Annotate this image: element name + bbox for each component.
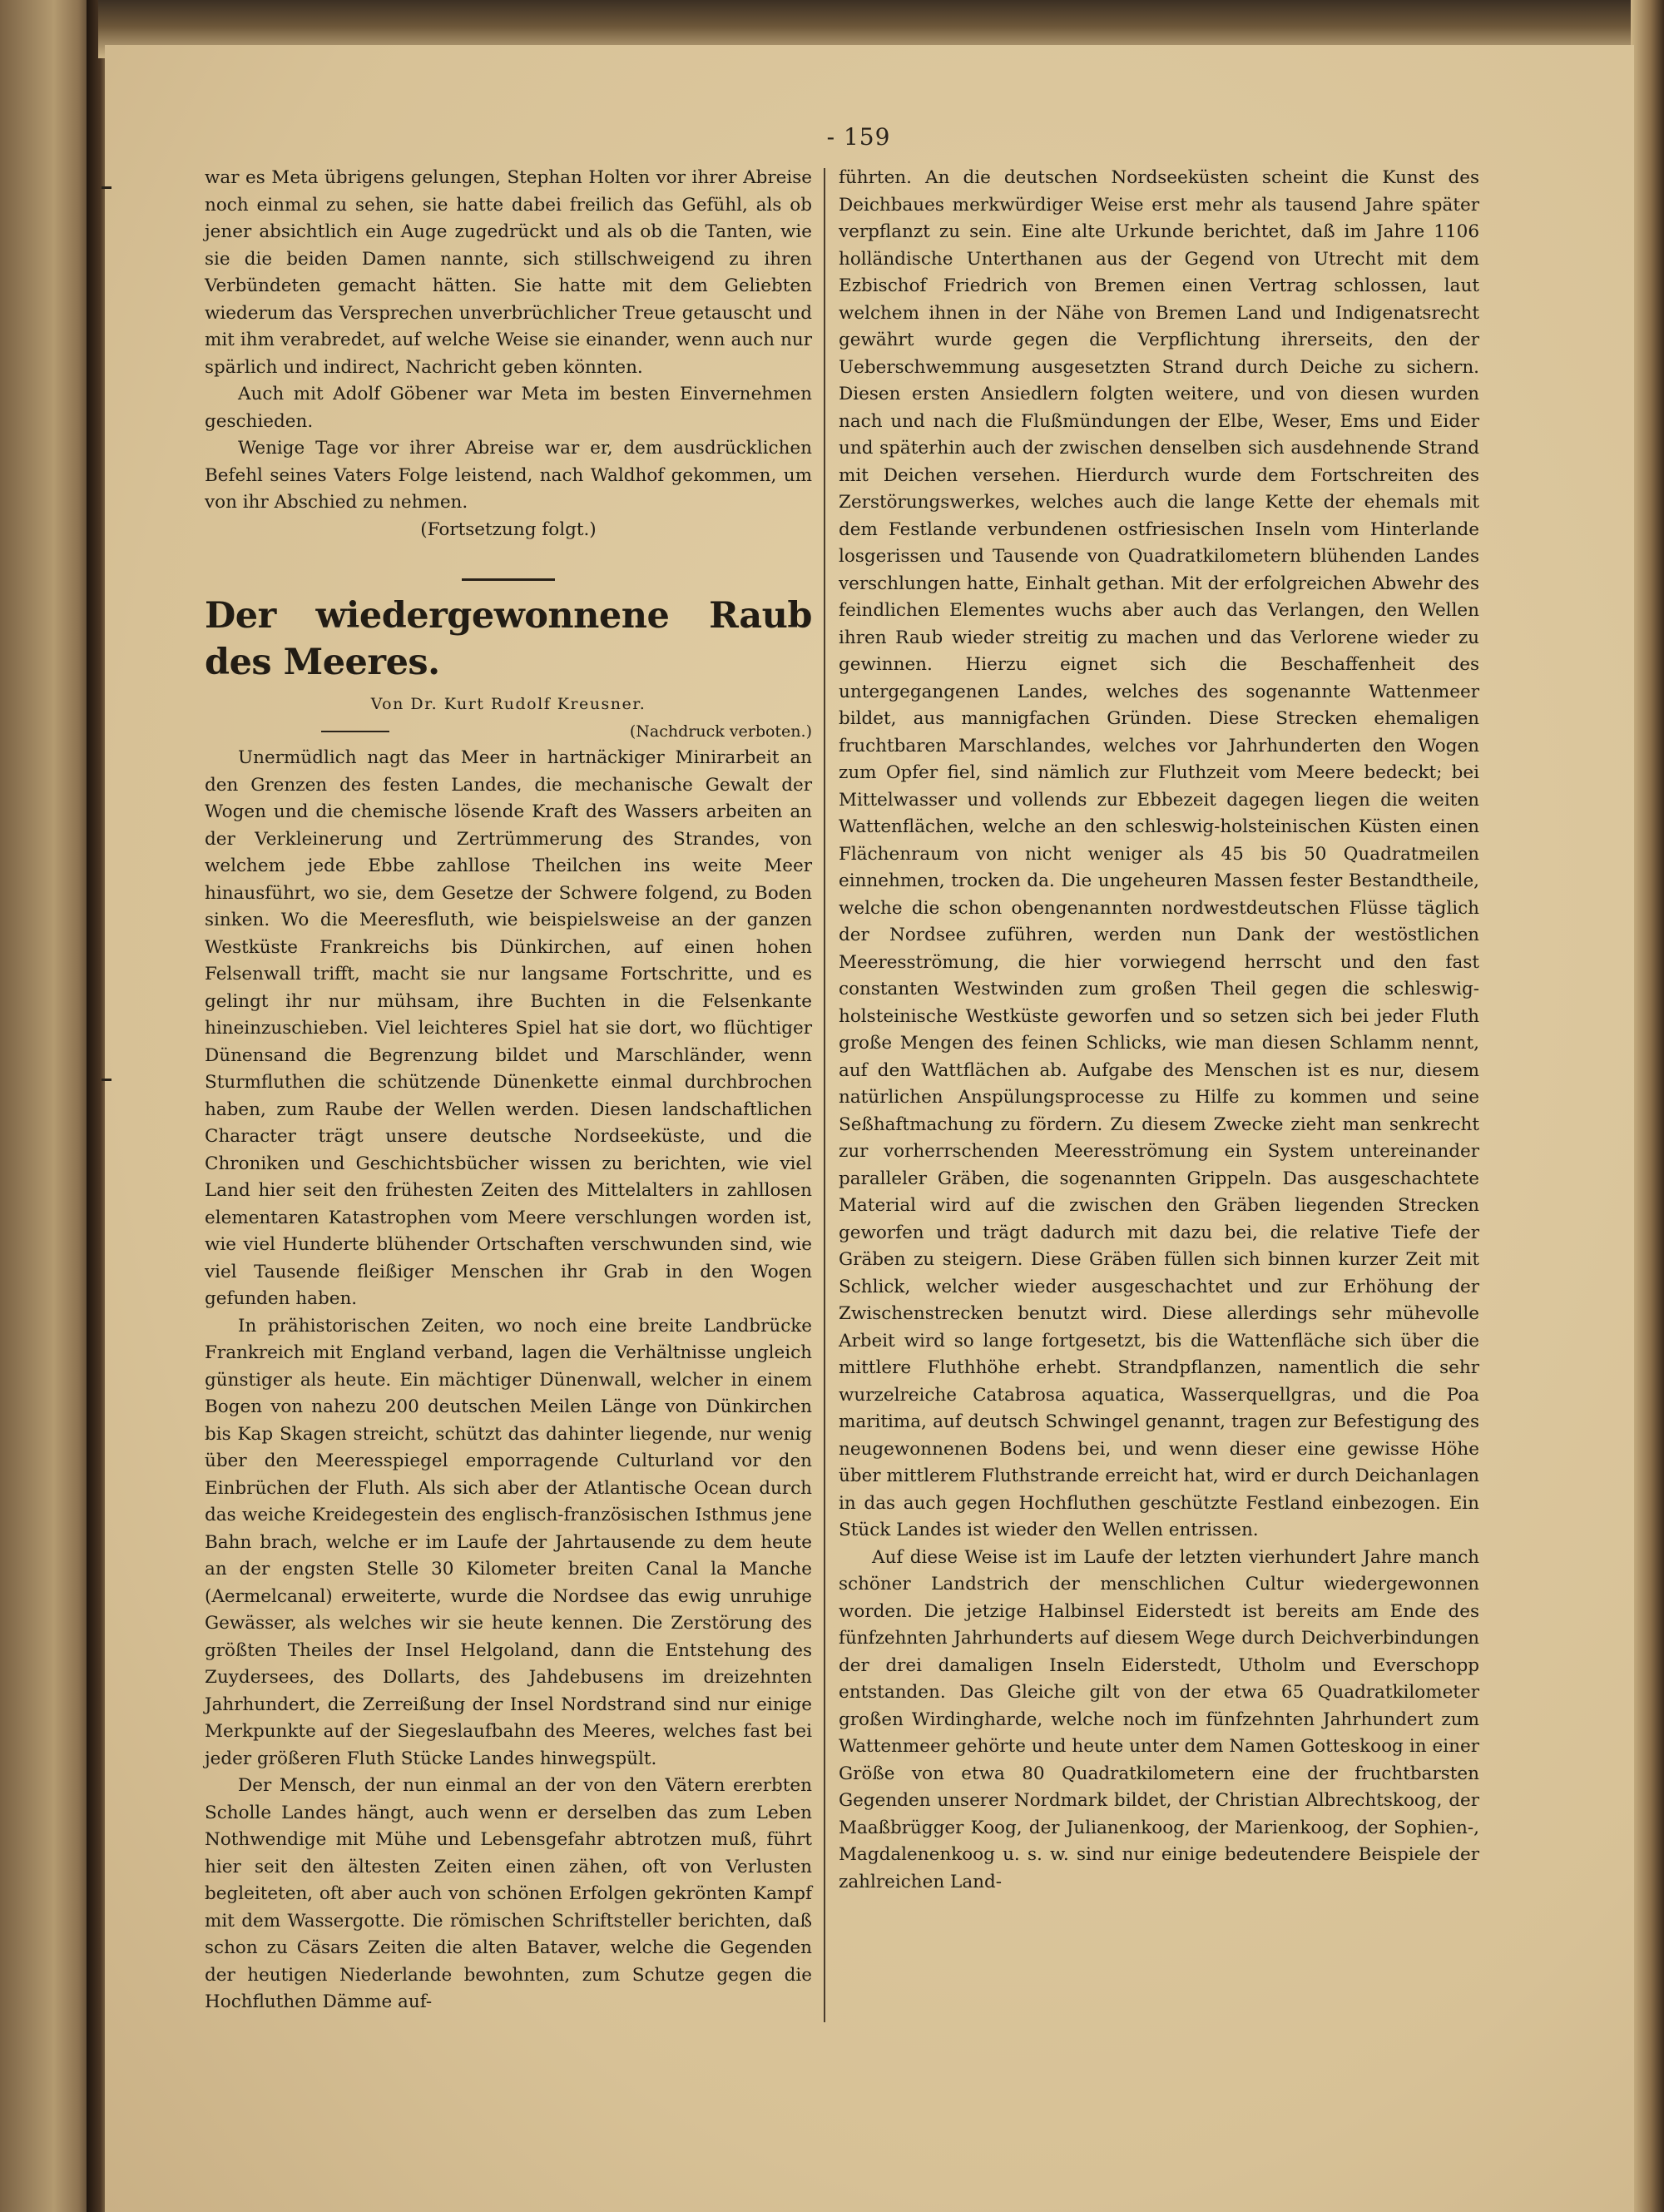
reprint-note: (Nachdruck verboten.) [629,722,812,741]
margin-mark [102,186,111,189]
right-page-edge [1631,0,1664,2212]
byline: Von Dr. Kurt Rudolf Kreusner. [370,695,646,713]
continued-note: (Fortsetzung folgt.) [420,518,597,540]
article-title: Der wiedergewonnene Raub des Meeres. [205,595,812,683]
paragraph: Wenige Tage vor ihrer Abreise war er, dem ausdrücklichen Befehl seines Vaters Folge leistend, nach Waldhof gekommen, um von ihr Abschied zu nehmen. [205,438,812,513]
margin-mark [102,1079,111,1081]
divider [462,578,555,581]
paragraph: Auch mit Adolf Göbener war Meta im besten Einvernehmen geschieden. [205,384,812,432]
short-divider [321,731,389,732]
paragraph: führten. An die deutschen Nordseeküsten scheint die Kunst des Deichbaues merkwürdiger Weise erst mehr als tausend Jahre später verpflanzt zu sein. Eine alte Urkunde berichtet, daß im Jahre 1106 holländische Unterthanen aus der Gegend von Utrecht mit dem Ezbischof Friedrich von Bremen einen Vertrag schlossen, laut welchem ihnen in der Nähe von Bremen Land und Indigenatsrecht gewährt wurde gegen die Verpflichtung ihrerseits, den der Ueberschwemmung ausgesetzten Strand durch Deiche zu sichern. Diesen ersten Ansiedlern folgten weitere, und von diesen wurden nach und nach die Flußmündungen der Elbe, Weser, Ems und Eider und späterhin auch der zwischen denselben sich ausdehnende Strand mit Deichen versehen. Hierdurch wurde dem Fortschreiten des Zerstörungswerkes, welches auch die lange Kette der ehemals mit dem Festlande verbundenen ostfriesischen Inseln vom Hinterlande losgerissen und Tausende von Quadratkilometern blühenden Landes verschlungen hatte, Einhalt gethan. Mit der erfolgreichen Abwehr des feindlichen Elementes wuchs aber auch das Verlangen, den Wellen ihren Raub wieder streitig zu machen und das Verlorene wieder zu gewinnen. Hierzu eignet sich die Beschaffenheit des untergegangenen Landes, welches des sogenannte Wattenmeer bildet, aus mannigfachen Gründen. Diese Strecken ehemaligen fruchtbaren Marschlandes, welches vor Jahrhunderten den Wogen zum Opfer fiel, sind nämlich zur Fluthzeit vom Meere bedeckt; bei Mittelwasser und vollends zur Ebbezeit dagegen liegen die weiten Wattenflächen, welche an den schleswig-holsteinischen Küsten einen Flächenraum von nicht weniger als 45 bis 50 Quadratmeilen einnehmen, trocken da. Die ungeheuren Massen fester Bestandtheile, welche die schon obengenannten nordwestdeutschen Flüsse täglich der Nordsee zuführen, werden nun Dank der westöstlichen Meeresströmung, die hier vorwiegend herrscht und den fast constanten Westwinden zum großen Theil gegen die schleswig-holsteinische Westküste geworfen und so setzen sich bei jeder Fluth große Mengen des feinen Schlicks, wie man diesen Schlamm nennt, auf den Wattflächen ab. Aufgabe des Menschen ist es nur, diesem natürlichen Anspülungsprocesse zu Hilfe zu kommen und seine Seßhaftmachung zu fördern. Zu diesem Zwecke zieht man senkrecht zur vorherrschenden Meeresströmung ein System untereinander paralleler Gräben, die sogenannten Grippeln. Das ausgeschachtete Material wird auf die zwischen den Gräben liegenden Strecken geworfen und trägt dadurch mit dazu bei, die relative Tiefe der Gräben zu steigern. Diese Gräben füllen sich binnen kurzer Zeit mit Schlick, welcher wieder ausgeschachtet und zur Erhöhung der Zwischenstrecken benutzt wird. Diese allerdings sehr mühevolle Arbeit wird so lange fortgesetzt, bis die Wattenfläche sich über die mittlere Fluthhöhe erhebt. Strandpflanzen, namentlich die sehr wurzelreiche Catabrosa aquatica, Wasserquellgras, und die Poa maritima, auf deutsch Schwingel genannt, tragen zur Befestigung des neugewonnenen Bodens bei, und wenn dieser eine gewisse Höhe über mittlerem Fluthstrande erreicht hat, wird er durch Deichanlagen in das auch gegen Hochfluthen geschützte Festland einbezogen. Ein Stück Landes ist wieder den Wellen entrissen. [839,167,1479,1540]
paragraph: Der Mensch, der nun einmal an der von den Vätern ererbten Scholle Landes hängt, auch wenn er derselben das zum Leben Nothwendige mit Mühe und Lebensgefahr abtrotzen muß, führt hier seit den ältesten Zeiten einen zähen, oft von Verlusten begleiteten, oft aber auch von schönen Erfolgen gekrönten Kampf mit dem Wassergotte. Die römischen Schriftsteller berichten, daß schon zu Cäsars Zeiten die alten Bataver, welche die Gegenden der heutigen Niederlande bewohnten, zum Schutze gegen die Hochfluthen Dämme auf- [205,1775,812,2012]
reprint-row [205,718,812,746]
right-column [839,165,1479,1896]
left-column [205,165,812,2016]
paragraph: war es Meta übrigens gelungen, Stephan Holten vor ihrer Abreise noch einmal zu sehen, sie hatte dabei freilich das Gefühl, als ob jener absichtlich ein Auge zugedrückt und als ob die Tanten, wie sie die beiden Damen nannte, sich stillschweigend zu ihren Verbündeten gemacht hätten. Sie hatte mit dem Geliebten wiederum das Versprechen unverbrüchlicher Treue getauscht und mit ihm verabredet, auf welche Weise sie einander, wenn auch nur spärlich und indirect, Nachricht geben könnten. [205,167,812,378]
left-page-edge [0,0,98,2212]
paragraph: Auf diese Weise ist im Laufe der letzten vierhundert Jahre manch schöner Landstrich der menschlichen Cultur wiedergewonnen worden. Die jetzige Halbinsel Eiderstedt ist bereits am Ende des fünfzehnten Jahrhunderts auf diesem Wege durch Deichverbindungen der drei damaligen Inseln Eiderstedt, Utholm und Everschopp entstanden. Das Gleiche gilt von der etwa 65 Quadratkilometer großen Wirdingharde, welche noch im fünfzehnten Jahrhundert zum Wattenmeer gehörte und heute unter dem Namen Gotteskoog in einer Größe von etwa 80 Quadratkilometern eine der fruchtbarsten Gegenden unserer Nordmark bildet, der Christian Albrechtskoog, der Maaßbrügger Koog, der Julianenkoog, der Marienkoog, der Sophien-, Magdalenenkoog u. s. w. sind nur einige bedeutendere Beispiele der zahlreichen Land- [839,1546,1479,1892]
page-number: - 159 [826,123,891,151]
paragraph: In prähistorischen Zeiten, wo noch eine breite Landbrücke Frankreich mit England verband, lagen die Verhältnisse ungleich günstiger als heute. Ein mächtiger Dünenwall, welcher in einem Bogen von nahezu 200 deutschen Meilen Länge von Dünkirchen bis Kap Skagen streicht, schützt das dahinter liegende, nur wenig über den Meeresspiegel emporragende Culturland vor den Einbrüchen der Fluth. Als sich aber der Atlantische Ocean durch das weiche Kreidegestein des englisch-französischen Isthmus jene Bahn brach, welche er im Laufe der Jahrtausende zu dem heute an der engsten Stelle 30 Kilometer breiten Canal la Manche (Aermelcanal) erweiterte, wurde die Nordsee das ewig unruhige Gewässer, als welches wir sie heute kennen. Die Zerstörung des größten Theiles der Insel Helgoland, dann die Entstehung des Zuydersees, des Dollarts, des Jahdebusens im dreizehnten Jahrhundert, die Zerreißung der Insel Nordstrand sind nur einige Merkpunkte auf der Siegeslaufbahn des Meeres, welches fast bei jeder größeren Fluth Stücke Landes hinwegspült. [205,1315,812,1769]
column-rule [824,168,825,2022]
paragraph: Unermüdlich nagt das Meer in hartnäckiger Minirarbeit an den Grenzen des festen Landes, die mechanische Gewalt der Wogen und die chemische lösende Kraft des Wassers arbeiten an der Verkleinerung und Zertrümmerung des Strandes, von welchem jede Ebbe zahllose Theilchen ins weite Meer hinausführt, wo sie, dem Gesetze der Schwere folgend, zu Boden sinken. Wo die Meeresfluth, wie beispielsweise an der ganzen Westküste Frankreichs bis Dünkirchen, auf einen hohen Felsenwall trifft, macht sie nur langsame Fortschritte, und es gelingt ihr nur mühsam, ihre Buchten in die Felsenkante hineinzuschieben. Viel leichteres Spiel hat sie dort, wo flüchtiger Dünensand die Begrenzung bildet und Marschländer, wenn Sturmfluthen die schützende Dünenkette einmal durchbrochen haben, zum Raube der Wellen werden. Diesen landschaftlichen Character trägt unsere deutsche Nordseeküste, und die Chroniken und Geschichtsbücher wissen zu berichten, wie viel Land hier seit den frühesten Zeiten des Mittelalters in zahllosen elementaren Katastrophen vom Meere verschlungen worden ist, wie viel Hunderte blühender Ortschaften verschwunden sind, wie viel Tausende fleißiger Menschen ihr Grab in den Wogen gefunden haben. [205,747,812,1309]
